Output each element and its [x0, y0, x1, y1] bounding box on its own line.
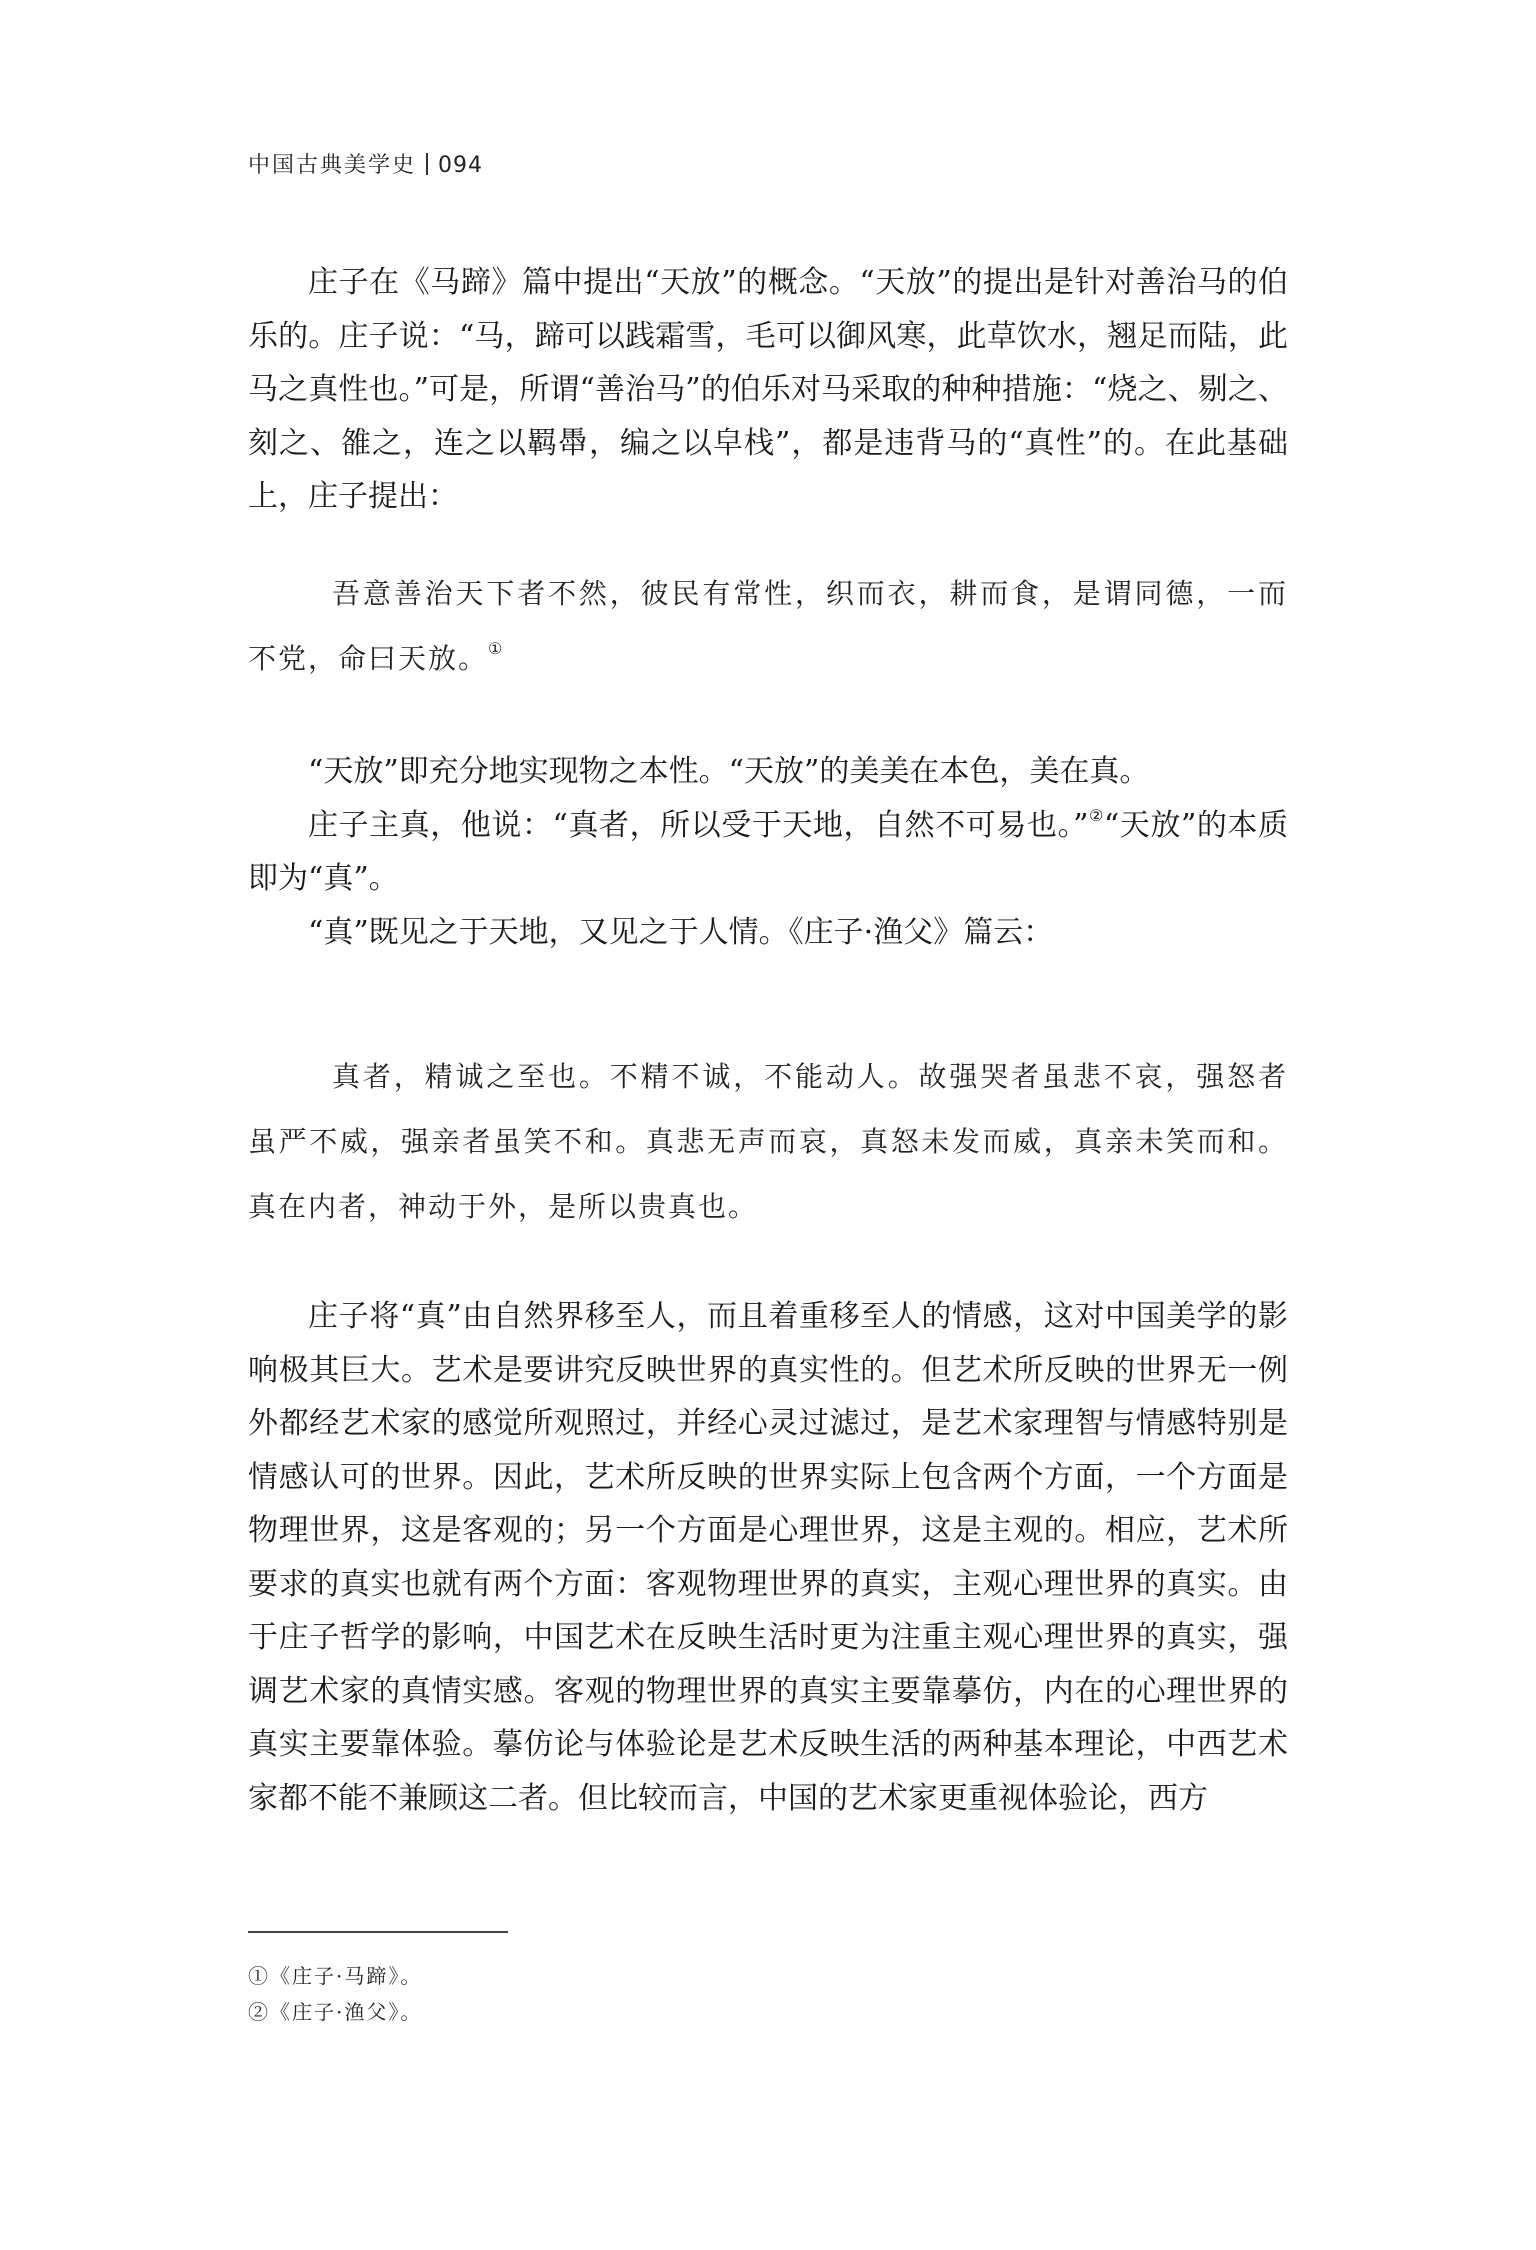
footnote-1: ①《庄子·马蹄》。 [248, 1964, 423, 1988]
paragraph-text: “天放”的本质即为“真”。 [248, 807, 1288, 896]
footnote-marker-1[interactable]: ① [488, 639, 503, 658]
paragraph-text: “真”既见之于天地，又见之于人情。《庄子·渔父》篇云： [308, 914, 1054, 950]
header-divider [426, 153, 428, 175]
body-paragraph-analysis [248, 1290, 1288, 1825]
running-header [248, 148, 483, 179]
body-paragraphs-middle [248, 745, 1288, 959]
paragraph-text: 庄子将“真”由自然界移至人，而且着重移至人的情感，这对中国美学的影响极其巨大。艺术是要讲究反映世界的真实性的。但艺术所反映的世界无一例外都经艺术家的感觉所观照过，并经心灵过滤过，是艺术家理智与情感特别是情感认可的世界。因此，艺术所反映的世界实际上包含两个方面，一个方面是物理世界，这是客观的；另一个方面是心理世界，这是主观的。相应，艺术所要求的真实也就有两个方面：客观物理世界的真实，主观心理世界的真实。由于庄子哲学的影响，中国艺术在反映生活时更为注重主观心理世界的真实，强调艺术家的真情实感。客观的物理世界的真实主要靠摹仿，内在的心理世界的真实主要靠体验。摹仿论与体验论是艺术反映生活的两种基本理论，中西艺术家都不能不兼顾这二者。但比较而言，中国的艺术家更重视体验论，西方 [248, 1299, 1288, 1816]
paragraph-text: 庄子主真，他说：“真者，所以受于天地，自然不可易也。” [308, 807, 1089, 843]
quote-text: 真者，精诚之至也。不精不诚，不能动人。故强哭者虽悲不哀，强怒者虽严不威，强亲者虽笑不和。真悲无声而哀，真怒未发而威，真亲未笑而和。真在内者，神动于外，是所以贵真也。 [248, 1060, 1288, 1223]
footnote-marker-2[interactable]: ② [1088, 805, 1104, 825]
book-title: 中国古典美学史 [248, 153, 417, 178]
block-quote-tianfang [248, 561, 1288, 691]
page-number: 094 [438, 153, 484, 178]
footnotes [248, 1958, 422, 2030]
footnote-divider [248, 1931, 508, 1933]
footnote-2: ②《庄子·渔父》。 [248, 2000, 423, 2024]
paragraph-text: 庄子在《马蹄》篇中提出“天放”的概念。“天放”的提出是针对善治马的伯乐的。庄子说：“马，蹄可以践霜雪，毛可以御风寒，此草饮水，翘足而陆，此马之真性也。”可是，所谓“善治马”的伯乐对马采取的种种措施：“烧之、剔之、刻之、雒之，连之以羁馽，编之以皁栈”，都是违背马的“真性”的。在此基础上，庄子提出： [248, 265, 1288, 514]
block-quote-zhen [248, 1044, 1288, 1239]
paragraph-text: “天放”即充分地实现物之本性。“天放”的美美在本色，美在真。 [308, 754, 1150, 789]
body-paragraph-intro [248, 256, 1288, 524]
quote-text: 吾意善治天下者不然，彼民有常性，织而衣，耕而食，是谓同德，一而不党，命曰天放。 [248, 577, 1288, 675]
